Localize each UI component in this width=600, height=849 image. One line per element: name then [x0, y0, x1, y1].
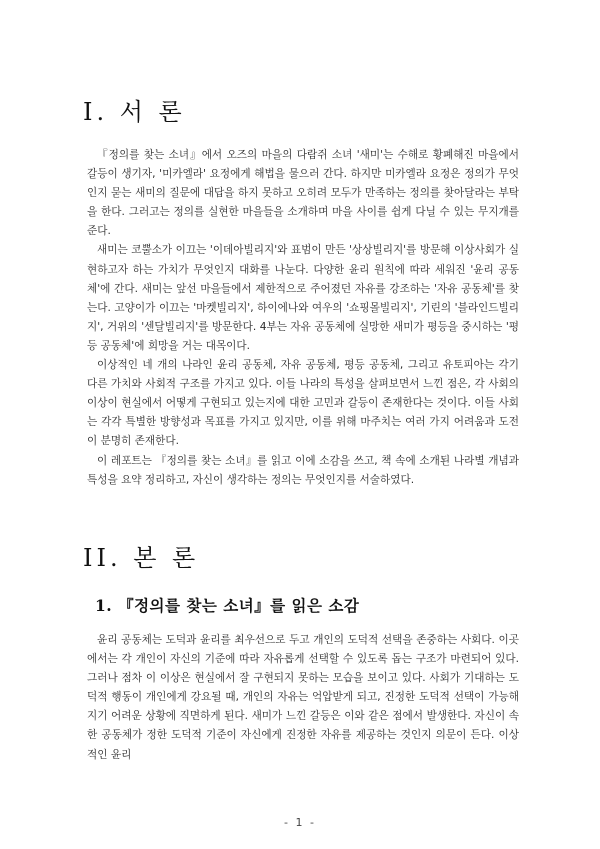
intro-paragraph-3: 이상적인 네 개의 나라인 윤리 공동체, 자유 공동체, 평등 공동체, 그리고 유토피아는 각기 다른 가치와 사회적 구조를 가지고 있다. 이들 나라의 특성을 살펴보면서 느낀 점은, 각 사회의 이상이 현실에서 어떻게 구현되고 있는지에 대한 고민과 갈등이 존재한다는 것이다. 이들 사회는 각각 특별한 방향성과 목표를 가지고 있지만, 이를 위해 마주치는 여러 가지 어려움과 도전이 분명히 존재한다.	[87, 359, 519, 448]
page-number: - 1 -	[284, 816, 316, 829]
section-heading-body: II. 본 론	[83, 544, 200, 572]
intro-text-block	[87, 146, 519, 490]
body-paragraph-1: 윤리 공동체는 도덕과 윤리를 최우선으로 두고 개인의 도덕적 선택을 존중하는 사회다. 이곳에서는 각 개인이 자신의 기준에 따라 자유롭게 선택할 수 있도록 돕는 구조가 마련되어 있다. 그러나 점차 이 이상은 현실에서 잘 구현되지 못하는 모습을 보이고 있다. 사회가 기대하는 도덕적 행동이 개인에게 강요될 때, 개인의 자유는 억압받게 되고, 진정한 도덕적 선택이 가능해지기 어려운 상황에 직면하게 된다. 새미가 느낀 갈등은 이와 같은 점에서 발생한다. 자신이 속한 공동체가 정한 도덕적 기준이 자신에게 진정한 자유를 제공하는 것인지 의문이 든다. 이상적인 윤리	[87, 634, 519, 761]
intro-paragraph-2: 새미는 코뿔소가 이끄는 '이데아빌리지'와 표범이 만든 '상상빌리지'를 방문해 이상사회가 실현하고자 하는 가치가 무엇인지 대화를 나눈다. 다양한 윤리 원칙에 따라 세워진 '윤리 공동체'에 간다. 새미는 앞선 마을들에서 제한적으로 주어졌던 자유를 강조하는 '자유 공동체'를 찾는다. 고양이가 이끄는 '마켓빌리지', 하이에나와 여우의 '쇼핑몰빌리지', 기린의 '블라인드빌리지', 거위의 '센달빌리지'를 방문한다. 4부는 자유 공동체에 실망한 새미가 평등을 중시하는 '평등 공동체'에 희망을 거는 대목이다.	[87, 244, 519, 352]
subsection-heading: 1. 『정의를 찾는 소녀』를 읽은 소감	[95, 596, 360, 615]
intro-paragraph-4: 이 레포트는 『정의를 찾는 소녀』를 읽고 이에 소감을 쓰고, 책 속에 소개된 나라별 개념과 특성을 요약 정리하고, 자신이 생각하는 정의는 무엇인지를 서술하였다.	[87, 454, 519, 486]
intro-paragraph-1: 『정의를 찾는 소녀』에서 오즈의 마을의 다람쥐 소녀 '새미'는 수해로 황폐해진 마을에서 갈등이 생기자, '미카엘라' 요정에게 해법을 물으러 간다. 하지만 미카엘라 요정은 정의가 무엇인지 묻는 새미의 질문에 대답을 하지 못하고 오히려 모두가 만족하는 정의를 찾아달라는 부탁을 한다. 그러고는 정의를 실현한 마을들을 소개하며 마을 사이를 쉽게 다닐 수 있는 무지개를 준다.	[87, 149, 519, 238]
body-text-block	[87, 631, 519, 765]
section-heading-intro: I. 서 론	[83, 98, 186, 126]
